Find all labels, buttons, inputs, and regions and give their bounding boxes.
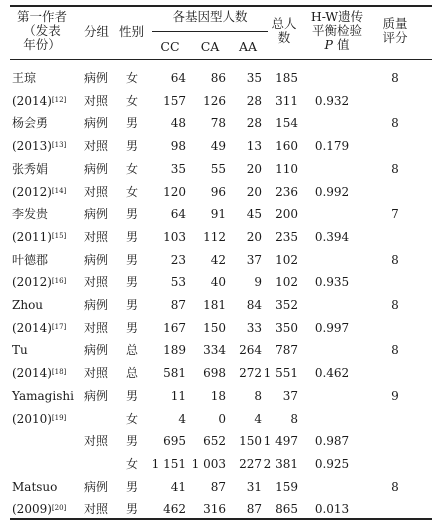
cc-count: 462 [163,502,186,517]
group-cell: 对照 [84,184,109,199]
sex-cell: 女 [126,411,139,426]
total-count: 159 [275,479,298,494]
hw-p-value: 0.932 [314,93,350,108]
group-cell: 病例 [84,207,109,222]
total-count: 8 [290,411,298,426]
publication-year: (2012) [12,275,52,290]
quality-score: 8 [391,252,399,267]
study-author [12,67,66,112]
header-quality: 质量 评分 [382,16,408,45]
cc-count: 157 [163,93,186,108]
author-name: 杨会勇 [12,116,49,131]
sex-cell: 女 [126,456,139,471]
header-total: 总人 数 [271,16,297,45]
ca-count: 78 [210,116,226,131]
ca-count: 126 [203,93,226,108]
group-cell: 病例 [84,252,109,267]
author-name: 李发贵 [12,207,49,222]
hw-p-value: 0.394 [314,229,350,244]
sex-cell: 男 [126,298,139,312]
author-year [12,90,66,113]
header-rule [10,59,432,60]
group-cell: 对照 [84,366,109,381]
total-count: 185 [275,71,298,85]
hw-p-value: 0.935 [314,275,350,290]
ca-count: 86 [210,71,226,85]
header-group: 分组 [84,24,110,39]
cc-count: 64 [170,207,186,222]
aa-count: 37 [246,252,262,267]
total-count: 350 [275,320,298,335]
sex-cell: 女 [126,71,139,85]
sex-cell: 男 [126,479,139,494]
quality-score: 9 [391,388,399,403]
author-year [12,408,74,431]
total-count: 235 [275,229,298,244]
cc-count: 64 [170,71,186,85]
group-cell: 病例 [84,71,109,85]
study-author [12,249,66,294]
author-name: Zhou [12,298,44,312]
reference-number: [12] [51,95,67,104]
ca-count: 316 [203,502,226,517]
ca-count: 112 [203,229,226,244]
genotype-underline [152,31,268,32]
top-rule [10,5,432,7]
sex-cell: 男 [126,388,139,403]
sex-cell: 男 [126,139,139,154]
group-cell: 对照 [84,139,109,154]
quality-score: 8 [391,161,399,176]
header-author: 第一作者 （发表 年份） [16,9,67,52]
header-genotype-title: 各基因型人数 [172,9,248,24]
sex-cell: 男 [126,207,139,222]
total-count: 102 [275,252,298,267]
ca-count: 652 [203,434,226,449]
ca-count: 181 [203,298,226,312]
ca-count: 49 [210,139,226,154]
aa-count: 4 [254,411,262,426]
hw-p-value: 0.013 [314,502,350,517]
aa-count: 8 [254,388,262,403]
study-author [12,158,66,203]
cc-count: 41 [170,479,186,494]
reference-number: [13] [51,141,67,150]
hw-p-value: 0.987 [314,434,350,449]
aa-count: 28 [246,116,262,131]
aa-count: 20 [246,229,262,244]
sex-cell: 男 [126,502,139,517]
aa-count: 33 [246,320,262,335]
sex-cell: 总 [126,366,139,381]
group-cell: 病例 [84,161,109,176]
cc-count: 4 [178,411,186,426]
aa-count: 20 [246,184,262,199]
quality-score: 8 [391,116,399,131]
ca-count: 91 [210,207,226,222]
group-cell: 对照 [84,229,109,244]
author-year [12,271,66,294]
sex-cell: 男 [126,252,139,267]
quality-score: 8 [391,343,399,358]
group-cell: 对照 [84,275,109,290]
author-year [12,226,66,249]
group-cell: 病例 [84,298,109,312]
aa-count: 31 [246,479,262,494]
ca-count: 87 [210,479,226,494]
study-author [12,339,66,384]
reference-number: [14] [51,186,67,195]
hw-p-value: 0.997 [314,320,350,335]
author-year [12,181,66,204]
aa-count: 9 [254,275,262,290]
group-cell: 对照 [84,502,109,517]
author-name: 叶德郡 [12,252,49,267]
author-name: Matsuo [12,479,58,494]
ca-count: 0 [218,411,226,426]
publication-year: (2014) [12,320,52,335]
cc-count: 87 [170,298,186,312]
ca-count: 334 [203,343,226,358]
aa-count: 150 [239,434,262,449]
quality-score: 7 [391,207,399,222]
cc-count: 98 [170,139,186,154]
total-count: 102 [275,275,298,290]
publication-year: (2014) [12,93,52,108]
ca-count: 42 [210,252,226,267]
hw-p-value: 0.925 [314,456,350,471]
sex-cell: 女 [126,161,139,176]
cc-count: 581 [163,366,186,381]
hw-p-value: 0.462 [314,366,350,381]
aa-count: 45 [246,207,262,222]
total-count: 37 [282,388,298,403]
header-hw: H-W遗传 平衡检验 P 值 [310,9,364,52]
quality-score: 8 [391,479,399,494]
author-year [12,135,66,158]
study-author [12,203,66,248]
author-name: 王琼 [12,71,37,85]
aa-count: 227 [239,456,262,471]
study-author [12,385,74,430]
reference-number: [16] [51,277,67,286]
total-count: 1 551 [263,366,298,381]
publication-year: (2010) [12,411,52,426]
total-count: 865 [275,502,298,517]
publication-year: (2014) [12,366,52,381]
cc-count: 23 [170,252,186,267]
sex-cell: 男 [126,275,139,290]
total-count: 352 [275,298,298,312]
ca-count: 40 [210,275,226,290]
publication-year: (2012) [12,184,52,199]
hw-p-value: 0.179 [314,139,350,154]
aa-count: 264 [239,343,262,358]
ca-count: 55 [210,161,226,176]
aa-count: 20 [246,161,262,176]
total-count: 236 [275,184,298,199]
author-name: 张秀娟 [12,161,49,176]
total-count: 1 497 [263,434,298,449]
total-count: 2 381 [263,456,298,471]
cc-count: 1 151 [151,456,186,471]
sex-cell: 女 [126,93,139,108]
group-cell: 病例 [84,479,109,494]
author-year [12,317,66,340]
sex-cell: 男 [126,434,139,449]
total-count: 160 [275,139,298,154]
quality-score: 8 [391,298,399,312]
study-author [12,294,66,339]
ca-count: 96 [210,184,226,199]
cc-count: 53 [170,275,186,290]
publication-year: (2013) [12,139,52,154]
aa-count: 87 [246,502,262,517]
header-cc: CC [160,39,180,54]
cc-count: 11 [170,388,186,403]
cc-count: 103 [163,229,186,244]
aa-count: 13 [246,139,262,154]
cc-count: 120 [163,184,186,199]
ca-count: 1 003 [191,456,226,471]
aa-count: 84 [246,298,262,312]
total-count: 787 [275,343,298,358]
reference-number: [15] [51,231,67,240]
group-cell: 病例 [84,388,109,403]
sex-cell: 总 [126,343,139,358]
total-count: 200 [275,207,298,222]
group-cell: 对照 [84,434,109,449]
hw-p-value: 0.992 [314,184,350,199]
bottom-rule [10,518,432,520]
cc-count: 48 [170,116,186,131]
author-name: Tu [12,343,28,358]
sex-cell: 男 [126,320,139,335]
sex-cell: 女 [126,184,139,199]
cc-count: 695 [163,434,186,449]
group-cell: 对照 [84,320,109,335]
author-year [12,362,66,385]
group-cell: 病例 [84,116,109,131]
cc-count: 167 [163,320,186,335]
aa-count: 28 [246,93,262,108]
ca-count: 18 [210,388,226,403]
publication-year: (2011) [12,229,52,244]
total-count: 154 [275,116,298,131]
cc-count: 35 [170,161,186,176]
study-author [12,476,66,521]
total-count: 311 [275,93,298,108]
header-ca: CA [200,39,220,54]
ca-count: 698 [203,366,226,381]
aa-count: 272 [239,366,262,381]
reference-number: [19] [51,413,67,422]
aa-count: 35 [246,71,262,85]
group-cell: 对照 [84,93,109,108]
sex-cell: 男 [126,116,139,131]
total-count: 110 [275,161,298,176]
sex-cell: 男 [126,229,139,244]
group-cell: 病例 [84,343,109,358]
reference-number: [20] [51,504,67,513]
reference-number: [18] [51,368,67,377]
study-author [12,112,66,157]
header-sex: 性别 [119,24,145,39]
header-aa: AA [238,39,258,54]
ca-count: 150 [203,320,226,335]
reference-number: [17] [51,322,67,331]
quality-score: 8 [391,71,399,85]
cc-count: 189 [163,343,186,358]
publication-year: (2009) [12,502,52,517]
author-name: Yamagishi [12,388,74,403]
